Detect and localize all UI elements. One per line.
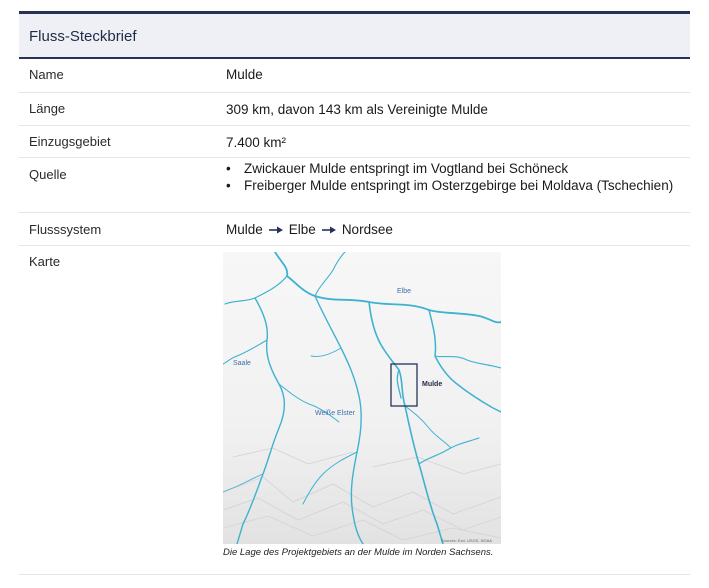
river-profile-card — [19, 11, 690, 574]
quelle-item-text: Zwickauer Mulde entspringt im Vogtland bei Schöneck — [244, 161, 569, 176]
row-einzugsgebiet-value: 7.400 km² — [226, 135, 287, 150]
flow-step: Elbe — [288, 222, 316, 237]
quelle-item-text: Freiberger Mulde entspringt im Osterzgebirge bei Moldava (Tschechien) — [244, 178, 674, 193]
map-label-saale: Saale — [233, 360, 251, 367]
map-label-weisse-elster: Weiße Elster — [315, 410, 355, 417]
quelle-list — [226, 160, 676, 194]
row-karte — [19, 246, 690, 575]
map-image — [223, 252, 501, 544]
row-einzugsgebiet — [19, 126, 690, 158]
map-caption: Die Lage des Projektgebiets an der Mulde im Norden Sachsens. — [223, 547, 494, 558]
row-laenge — [19, 93, 690, 126]
card-title: Fluss-Steckbrief — [29, 28, 137, 45]
row-quelle-label: Quelle — [29, 167, 67, 182]
row-name-value: Mulde — [226, 67, 263, 82]
flow-step: Mulde — [226, 222, 263, 237]
river-map — [223, 252, 501, 544]
arrow-right-icon — [320, 225, 338, 235]
row-flusssystem-label: Flusssystem — [29, 222, 102, 237]
map-label-elbe: Elbe — [397, 288, 412, 295]
list-item — [226, 160, 676, 177]
row-name — [19, 59, 690, 93]
bullet-icon: • — [226, 161, 231, 176]
bullet-icon: • — [226, 178, 231, 193]
row-karte-label: Karte — [29, 254, 61, 269]
map-label-mulde: Mulde — [422, 381, 443, 388]
river-flow — [226, 222, 393, 237]
row-flusssystem — [19, 213, 690, 246]
row-einzugsgebiet-label: Einzugsgebiet — [29, 134, 111, 149]
row-laenge-value: 309 km, davon 143 km als Vereinigte Mulde — [226, 102, 488, 117]
map-attribution: Sources: Esri, USGS, NOAA — [441, 538, 492, 543]
flow-step: Nordsee — [341, 222, 393, 237]
row-quelle — [19, 158, 690, 213]
card-header — [19, 14, 690, 59]
row-laenge-label: Länge — [29, 101, 66, 116]
row-name-label: Name — [29, 67, 64, 82]
arrow-right-icon — [267, 225, 285, 235]
list-item — [226, 177, 676, 194]
